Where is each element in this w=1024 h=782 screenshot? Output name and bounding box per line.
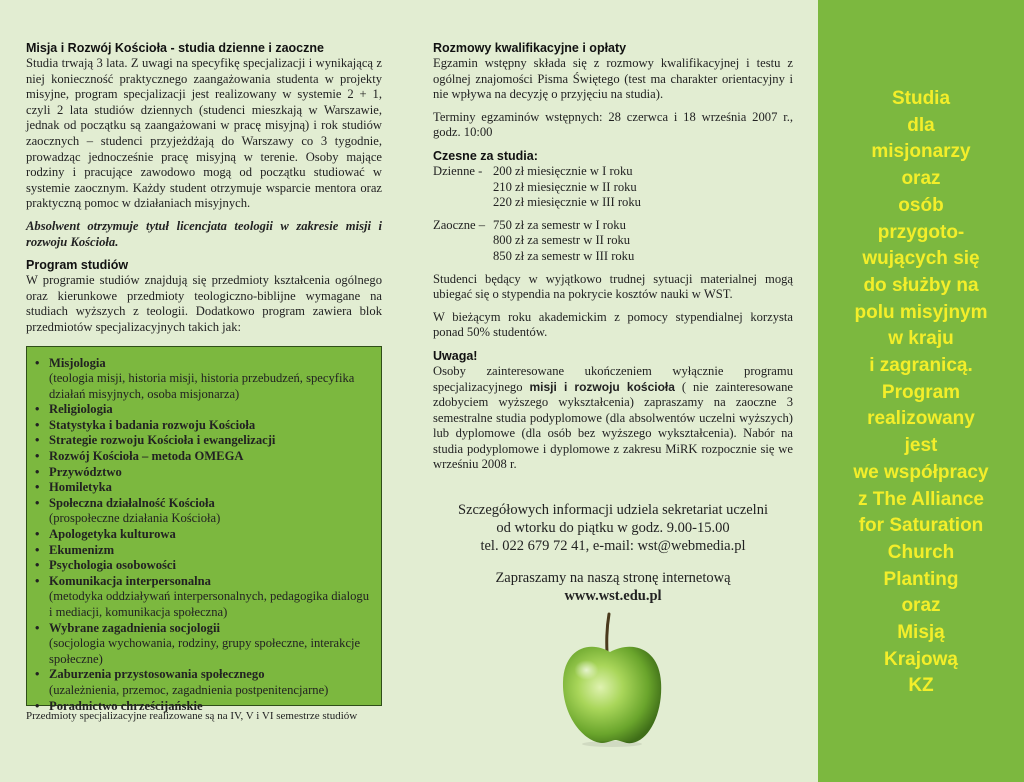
scholarship-paragraph-2: W bieżącym roku akademickim z pomocy stypendialnej korzysta ponad 50% studentów. <box>433 309 793 340</box>
bullet-icon: • <box>35 480 40 495</box>
slogan-line: polu misyjnym <box>854 301 988 323</box>
subject-detail: (uzależnienia, przemoc, zagadnienia postpenitencjarne) <box>49 682 329 697</box>
subject-item <box>35 480 373 496</box>
bullet-icon: • <box>35 464 40 479</box>
slogan-line: wujących się <box>862 248 980 270</box>
subject-item <box>35 543 373 559</box>
slogan-line: i zagranicą. <box>869 355 973 377</box>
subject-name: Zaburzenia przystosowania społecznego <box>49 667 265 682</box>
section-heading-interviews: Rozmowy kwalifikacyjne i opłaty <box>433 41 627 55</box>
green-apple-image <box>560 612 664 748</box>
subject-name: Społeczna działalność Kościoła <box>49 495 215 510</box>
fee-ext-1: 750 zł za semestr w I roku <box>493 217 626 232</box>
subject-item <box>35 433 373 449</box>
bullet-icon: • <box>35 573 40 588</box>
scholarship-paragraph-1: Studenci będący w wyjątkowo trudnej sytuacji materialnej mogą ubiegać się o stypendia na pokrycie kosztów nauki w WST. <box>433 271 793 302</box>
bullet-icon: • <box>35 417 40 432</box>
right-slogan <box>818 86 1024 700</box>
subject-item <box>35 465 373 481</box>
slogan-line: oraz <box>901 595 941 617</box>
fee-label-day: Dzienne - <box>433 163 483 178</box>
subject-item <box>35 621 373 668</box>
subject-name: Poradnictwo chrześcijańskie <box>49 698 203 713</box>
fee-row-extramural <box>433 218 793 234</box>
subject-item <box>35 667 373 698</box>
subject-item <box>35 356 373 403</box>
website-link[interactable]: www.wst.edu.pl <box>564 588 662 605</box>
slogan-line: for Saturation <box>858 515 984 537</box>
slogan-line: Krajową <box>884 648 958 670</box>
subjects-caption: Przedmioty specjalizacyjne realizowane są na IV, V i VI semestrze studiów <box>26 709 358 722</box>
subject-name: Misjologia <box>49 355 106 370</box>
subject-name: Wybrane zagadnienia socjologii <box>49 620 220 635</box>
note-text-bold: misji i rozwoju kościoła <box>529 379 675 394</box>
section-heading-note: Uwaga! <box>433 348 478 363</box>
slogan-line: osób <box>898 194 944 216</box>
subject-name: Statystyka i badania rozwoju Kościoła <box>49 417 256 432</box>
bullet-icon: • <box>35 558 40 573</box>
slogan-line: Program <box>881 381 961 403</box>
subject-name: Apologetyka kulturowa <box>49 527 176 542</box>
slogan-line: do służby na <box>863 274 979 296</box>
subject-item <box>35 496 373 527</box>
subject-item <box>35 527 373 543</box>
subject-detail: (metodyka oddziaływań interpersonalnych, pedagogika dialogu i mediacji, komunikacja społeczna) <box>49 589 369 619</box>
subject-name: Psychologia osobowości <box>49 558 176 573</box>
bullet-icon: • <box>35 355 40 370</box>
exam-paragraph: Egzamin wstępny składa się z rozmowy kwalifikacyjnej i testu z ogólnej znajomości Pisma Świętego (test ma charakter orientacyjny i nie wpływa na decyzję o przyjęciu na studia). <box>433 56 793 102</box>
subject-item <box>35 699 373 715</box>
contact-block <box>433 501 793 605</box>
slogan-line: oraz <box>901 168 941 190</box>
slogan-line: Misją <box>897 622 945 644</box>
program-paragraph: W programie studiów znajdują się przedmioty kształcenia ogólnego oraz kierunkowe przedmioty teologiczno-biblijne wymagane na studiach wyższych z teologii. Dodatkowo program zawiera blok przedmiotów specjalizacyjnych takich jak: <box>26 273 382 334</box>
subject-detail: (prospołeczne działania Kościoła) <box>49 511 221 526</box>
slogan-line: Church <box>887 541 955 563</box>
left-column <box>26 40 382 723</box>
graduate-note: Absolwent otrzymuje tytuł licencjata teologii w zakresie misji i rozwoju Kościoła. <box>26 218 382 249</box>
slogan-line: Studia <box>891 88 951 109</box>
bullet-icon: • <box>35 667 40 682</box>
bullet-icon: • <box>35 495 40 510</box>
slogan-line: przygoto- <box>877 221 965 243</box>
subject-name: Religiologia <box>49 402 113 417</box>
subject-item <box>35 449 373 465</box>
fee-label-extramural: Zaoczne – <box>433 217 486 232</box>
bullet-icon: • <box>35 402 40 417</box>
bullet-icon: • <box>35 620 40 635</box>
subject-item <box>35 402 373 418</box>
slogan-line: z The Alliance <box>858 488 984 510</box>
bullet-icon: • <box>35 698 40 713</box>
slogan-line: w kraju <box>888 328 954 350</box>
slogan-line: dla <box>907 114 935 136</box>
fee-ext-3: 850 zł za semestr w III roku <box>493 248 635 263</box>
contact-line-2: od wtorku do piątku w godz. 9.00-15.00 <box>496 520 730 537</box>
section-heading-fees: Czesne za studia: <box>433 148 538 163</box>
slogan-line: KZ <box>908 675 934 697</box>
note-paragraph <box>433 364 793 473</box>
bullet-icon: • <box>35 433 40 448</box>
slogan-line: misjonarzy <box>871 141 971 163</box>
slogan-line: Planting <box>883 568 959 590</box>
note-text-after: ( nie zainteresowane zdobyciem wyższego wykształcenia) zapraszamy na zaoczne 3 semestralne studia podyplomowe (dla absolwentów uczelni wyższych) lub dyplomowe (dla osób bez wyższego wykształcenia). Nabór na studia podyplomowe i dyplomowe z zakresu MiRK rozpocznie się we wrześniu 2008 r. <box>433 379 793 472</box>
fee-day-2: 210 zł miesięcznie w II roku <box>493 179 637 194</box>
subject-name: Przywództwo <box>49 464 122 479</box>
slogan-line: we współpracy <box>853 461 989 483</box>
subject-item <box>35 574 373 621</box>
right-column <box>818 0 1024 782</box>
note-text-before: Osoby zainteresowane ukończeniem wyłącznie programu specjalizacyjnego <box>433 363 793 394</box>
fee-day-1: 200 zł miesięcznie w I roku <box>493 163 633 178</box>
subject-name: Komunikacja interpersonalna <box>49 573 211 588</box>
subject-name: Ekumenizm <box>49 542 115 557</box>
subject-detail: (socjologia wychowania, rodziny, grupy społeczne, interakcje społeczne) <box>49 636 361 666</box>
contact-line-3: tel. 022 679 72 41, e-mail: wst@webmedia.pl <box>480 538 746 555</box>
exam-dates: Terminy egzaminów wstępnych: 28 czerwca i 18 września 2007 r., godz. 10:00 <box>433 109 793 140</box>
bullet-icon: • <box>35 449 40 464</box>
subject-item <box>35 558 373 574</box>
slogan-line: realizowany <box>867 408 975 430</box>
subjects-box <box>26 346 382 713</box>
subject-name: Rozwój Kościoła – metoda OMEGA <box>49 449 244 464</box>
intro-paragraph: Studia trwają 3 lata. Z uwagi na specyfikę specjalizacji i wynikającą z niej konieczność praktycznego zaangażowania studenta w projekty misyjne, program specjalizacji jest realizowany w systemie 2 + 1, czyli 2 lata studiów dziennych (studenci mieszkają w Warszawie, jednak od początku są zaangażowani w pracę misyjną) i rok studiów zaocznych – studenci przyjeżdżają do Warszawy co 3 tygodnie, prowadząc jednocześnie pracę misyjną w terenie. Osoby mające rodziny i pracujące zawodowo mogą od początku studiować w systemie zaocznym. Każdy student otrzymuje wsparcie mentora oraz praktyczną pomoc w działaniach misyjnych. <box>26 56 382 211</box>
bullet-icon: • <box>35 527 40 542</box>
subject-detail: (teologia misji, historia misji, historia przebudzeń, specyfika działań misyjnych, osoba misjonarza) <box>49 371 355 401</box>
fee-day-3: 220 zł miesięcznie w III roku <box>493 195 641 210</box>
fee-row-day <box>433 164 793 180</box>
bullet-icon: • <box>35 542 40 557</box>
middle-column <box>433 40 793 605</box>
fee-ext-2: 800 zł za semestr w II roku <box>493 233 631 248</box>
subject-name: Strategie rozwoju Kościoła i ewangelizacji <box>49 433 276 448</box>
website-invite: Zapraszamy na naszą stronę internetową <box>495 570 731 587</box>
subject-item <box>35 418 373 434</box>
subjects-list <box>35 356 373 715</box>
slogan-line: jest <box>904 435 938 457</box>
subject-name: Homiletyka <box>49 480 112 495</box>
section-heading-mission: Misja i Rozwój Kościoła - studia dzienne i zaoczne <box>26 41 324 55</box>
section-heading-program: Program studiów <box>26 258 129 273</box>
contact-line-1: Szczegółowych informacji udziela sekretariat uczelni <box>458 502 768 519</box>
